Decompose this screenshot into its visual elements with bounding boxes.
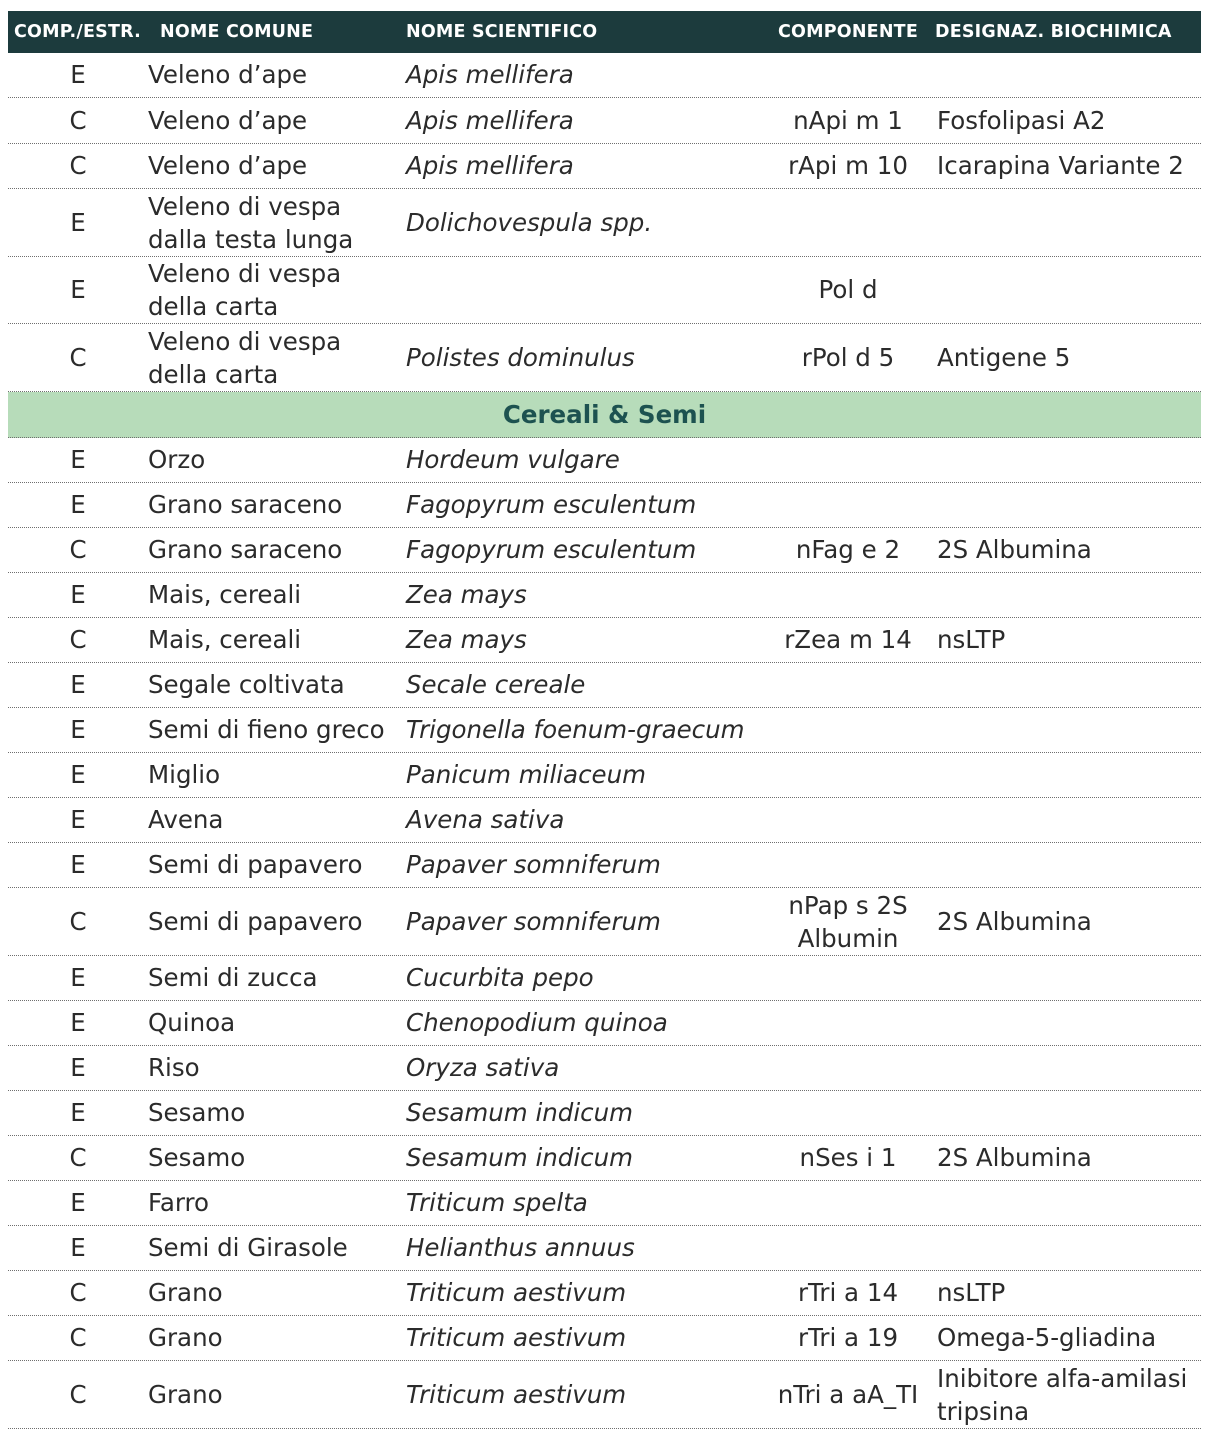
cell-type: E	[70, 760, 86, 789]
cell-scientific-name: Fagopyrum esculentum	[406, 490, 697, 519]
cell-type: C	[69, 151, 87, 180]
cell-type: E	[70, 580, 86, 609]
cell-scientific-name: Helianthus annuus	[406, 1233, 635, 1262]
table-row	[8, 438, 1201, 483]
cell-common-name: Miglio	[148, 760, 221, 789]
header-componente: COMPONENTE	[778, 22, 918, 42]
cell-type: E	[70, 850, 86, 879]
cell-component: nApi m 1	[793, 105, 903, 135]
cell-common-name: Mais, cereali	[148, 580, 302, 609]
table-row	[8, 618, 1201, 663]
table-row	[8, 956, 1201, 1001]
cell-common-name: Sesamo	[148, 1143, 246, 1172]
cell-type: C	[69, 1143, 87, 1172]
cell-type: E	[70, 1008, 86, 1037]
cell-scientific-name: Triticum spelta	[406, 1188, 588, 1217]
cell-common-name: Farro	[148, 1188, 210, 1217]
table-row	[8, 1001, 1201, 1046]
cell-common-name: Semi di fieno greco	[148, 715, 385, 744]
table-row	[8, 1046, 1201, 1091]
cell-common-name: Sesamo	[148, 1098, 246, 1127]
cell-biochem: 2S Albumina	[937, 906, 1092, 936]
table-row	[8, 1181, 1201, 1226]
table-row	[8, 483, 1201, 528]
header-nome-comune: NOME COMUNE	[160, 22, 314, 42]
table-row	[8, 843, 1201, 888]
cell-scientific-name: Papaver somniferum	[406, 850, 661, 879]
cell-common-name: Mais, cereali	[148, 625, 302, 654]
cell-scientific-name: Dolichovespula spp.	[406, 207, 653, 237]
cell-common-name: Grano	[148, 1323, 223, 1352]
cell-common-name: Grano saraceno	[148, 535, 343, 564]
cell-scientific-name: Apis mellifera	[406, 151, 574, 180]
cell-type: C	[69, 1278, 87, 1307]
cell-scientific-name: Cucurbita pepo	[406, 963, 594, 992]
cell-scientific-name: Chenopodium quinoa	[406, 1008, 668, 1037]
table-row	[8, 663, 1201, 708]
cell-type: C	[69, 535, 87, 564]
table-row	[8, 1316, 1201, 1361]
table-row	[8, 144, 1201, 189]
cell-scientific-name: Fagopyrum esculentum	[406, 535, 697, 564]
cell-type: E	[70, 963, 86, 992]
cell-scientific-name: Apis mellifera	[406, 60, 574, 89]
cell-type: E	[70, 715, 86, 744]
cell-common-name: Grano	[148, 1379, 223, 1409]
cell-type: C	[69, 1323, 87, 1352]
cell-type: E	[70, 490, 86, 519]
cell-scientific-name: Triticum aestivum	[406, 1278, 627, 1307]
table-row	[8, 528, 1201, 573]
table-row	[8, 98, 1201, 144]
cell-component: rPol d 5	[801, 342, 895, 372]
cell-type: C	[69, 625, 87, 654]
cell-component: nPap s 2S Albumin	[788, 890, 908, 953]
table-header	[8, 11, 1201, 53]
cell-common-name: Orzo	[148, 445, 206, 474]
cell-type: E	[70, 60, 86, 89]
cell-scientific-name: Zea mays	[406, 625, 527, 654]
cell-scientific-name: Zea mays	[406, 580, 527, 609]
cell-type: E	[70, 1098, 86, 1127]
cell-common-name: Veleno d’ape	[148, 151, 308, 180]
cell-biochem: Antigene 5	[937, 342, 1071, 372]
cell-common-name: Veleno d’ape	[148, 60, 308, 89]
cell-biochem: 2S Albumina	[937, 1143, 1092, 1172]
cell-scientific-name: Triticum aestivum	[406, 1379, 627, 1409]
cell-biochem: Inibitore alfa-amilasi tripsina	[937, 1363, 1188, 1426]
cell-scientific-name: Trigonella foenum-graecum	[406, 715, 745, 744]
header-comp-estr: COMP./ESTR.	[14, 22, 141, 42]
cell-common-name: Quinoa	[148, 1008, 236, 1037]
cell-common-name: Grano saraceno	[148, 490, 343, 519]
allergen-table	[8, 11, 1201, 1429]
table-row	[8, 798, 1201, 843]
cell-common-name: Veleno di vespa dalla testa lunga	[148, 191, 354, 254]
table-row	[8, 888, 1201, 956]
cell-type: E	[70, 1053, 86, 1082]
header-nome-scientifico: NOME SCIENTIFICO	[406, 22, 598, 42]
cell-common-name: Veleno di vespa della carta	[148, 259, 342, 321]
table-row	[8, 753, 1201, 798]
cell-scientific-name: Avena sativa	[406, 805, 565, 834]
cell-scientific-name: Panicum miliaceum	[406, 760, 647, 789]
cell-biochem: nsLTP	[937, 1278, 1006, 1307]
table-row	[8, 189, 1201, 257]
header-designaz-biochimica: DESIGNAZ. BIOCHIMICA	[935, 22, 1172, 42]
cell-scientific-name: Secale cereale	[406, 670, 586, 699]
cell-scientific-name: Oryza sativa	[406, 1053, 560, 1082]
cell-common-name: Semi di Girasole	[148, 1233, 348, 1262]
cell-common-name: Veleno d’ape	[148, 105, 308, 135]
cell-common-name: Semi di zucca	[148, 963, 318, 992]
cell-type: E	[70, 275, 86, 304]
cell-type: E	[70, 805, 86, 834]
cell-scientific-name: Triticum aestivum	[406, 1323, 627, 1352]
cell-scientific-name: Hordeum vulgare	[406, 445, 620, 474]
table-row	[8, 708, 1201, 753]
cell-biochem: Icarapina Variante 2	[937, 151, 1184, 180]
cell-common-name: Avena	[148, 805, 224, 834]
cell-common-name: Veleno di vespa della carta	[148, 326, 342, 389]
cell-type: C	[69, 1379, 87, 1409]
cell-component: rApi m 10	[788, 151, 908, 180]
table-row	[8, 1226, 1201, 1271]
table-row	[8, 1361, 1201, 1429]
cell-biochem: Fosfolipasi A2	[937, 105, 1106, 135]
cell-scientific-name: Sesamum indicum	[406, 1098, 634, 1127]
cell-common-name: Semi di papavero	[148, 850, 363, 879]
table-row	[8, 257, 1201, 324]
cell-component: rZea m 14	[784, 625, 912, 654]
cell-common-name: Grano	[148, 1278, 223, 1307]
cell-scientific-name: Sesamum indicum	[406, 1143, 634, 1172]
cell-component: nSes i 1	[799, 1143, 897, 1172]
cell-component: rTri a 14	[797, 1278, 899, 1307]
cell-scientific-name: Apis mellifera	[406, 105, 574, 135]
cell-component: Pol d	[818, 275, 878, 304]
table-row	[8, 324, 1201, 392]
cell-type: E	[70, 670, 86, 699]
cell-common-name: Riso	[148, 1053, 200, 1082]
cell-component: nFag e 2	[795, 535, 901, 564]
section-header-cereali-semi: Cereali & Semi	[8, 392, 1201, 438]
table-row	[8, 1271, 1201, 1316]
cell-type: E	[70, 207, 86, 237]
cell-scientific-name: Papaver somniferum	[406, 906, 661, 936]
cell-component: nTri a aA_TI	[777, 1379, 919, 1409]
cell-type: E	[70, 1188, 86, 1217]
cell-biochem: nsLTP	[937, 625, 1006, 654]
table-row	[8, 1091, 1201, 1136]
cell-scientific-name: Polistes dominulus	[406, 342, 635, 372]
table-row	[8, 573, 1201, 618]
table-row	[8, 1136, 1201, 1181]
cell-type: E	[70, 1233, 86, 1262]
cell-type: C	[69, 342, 87, 372]
cell-type: C	[69, 105, 87, 135]
cell-common-name: Segale coltivata	[148, 670, 345, 699]
cell-common-name: Semi di papavero	[148, 906, 363, 936]
cell-component: rTri a 19	[797, 1323, 899, 1352]
cell-biochem: Omega-5-gliadina	[937, 1323, 1157, 1352]
cell-type: E	[70, 445, 86, 474]
table-row	[8, 53, 1201, 98]
cell-biochem: 2S Albumina	[937, 535, 1092, 564]
cell-type: C	[69, 906, 87, 936]
